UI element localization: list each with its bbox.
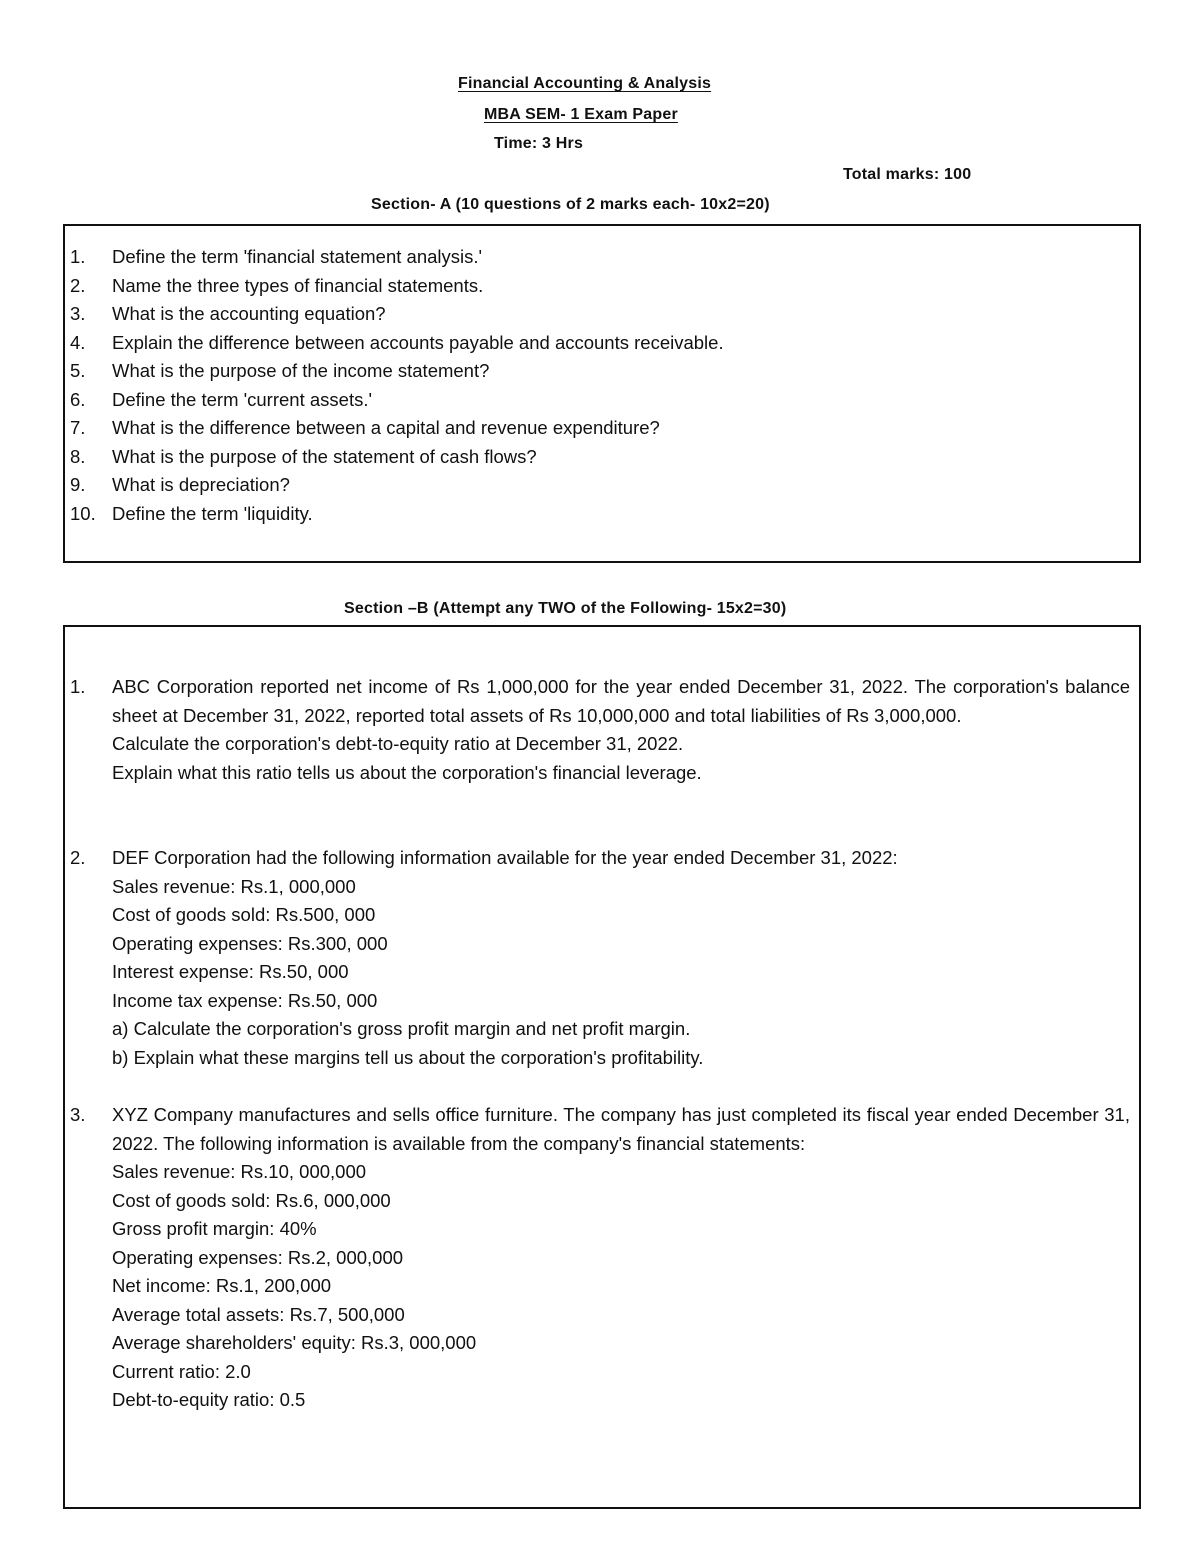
paper-title: Financial Accounting & Analysis xyxy=(458,75,712,92)
question-item xyxy=(70,329,1130,358)
question-item xyxy=(70,300,1130,329)
question-number: 9. xyxy=(70,474,86,495)
question-number: 5. xyxy=(70,360,86,381)
paper-subtitle: MBA SEM- 1 Exam Paper xyxy=(484,106,678,123)
question-text: Explain the difference between accounts payable and accounts receivable. xyxy=(112,331,724,353)
question-item xyxy=(70,443,1130,472)
question-number: 2. xyxy=(70,274,86,296)
section-b-question-3 xyxy=(70,1101,1130,1415)
question-item xyxy=(70,471,1130,500)
question-line: Average total assets: Rs.7, 500,000 xyxy=(112,1303,405,1325)
question-line: Operating expenses: Rs.300, 000 xyxy=(112,932,388,954)
question-paragraph: DEF Corporation had the following information available for the year ended December 31, 2022: xyxy=(112,847,898,868)
question-text: What is the accounting equation? xyxy=(112,303,386,324)
question-line: Cost of goods sold: Rs.6, 000,000 xyxy=(112,1189,391,1211)
question-line: Calculate the corporation's debt-to-equity ratio at December 31, 2022. xyxy=(112,733,684,754)
question-line: b) Explain what these margins tell us about the corporation's profitability. xyxy=(112,1046,704,1068)
question-line: Sales revenue: Rs.1, 000,000 xyxy=(112,875,356,897)
exam-time: Time: 3 Hrs xyxy=(494,135,584,152)
total-marks: Total marks: 100 xyxy=(843,166,972,183)
question-item xyxy=(70,414,1130,443)
question-text: Define the term 'current assets.' xyxy=(112,388,373,410)
question-number: 6. xyxy=(70,388,86,410)
question-number: 3. xyxy=(70,1104,86,1125)
question-paragraph: XYZ Company manufactures and sells office furniture. The company has just completed its fiscal year ended December 31, 2022. The following information is available from the company's financial statements: xyxy=(112,1104,1130,1154)
section-b-question-1 xyxy=(70,673,1130,787)
section-b-question-2 xyxy=(70,844,1130,1072)
question-line: Income tax expense: Rs.50, 000 xyxy=(112,989,378,1011)
question-text: What is the difference between a capital and revenue expenditure? xyxy=(112,417,660,438)
question-number: 2. xyxy=(70,847,86,868)
question-item xyxy=(70,500,1130,529)
question-line: Operating expenses: Rs.2, 000,000 xyxy=(112,1246,404,1268)
question-number: 1. xyxy=(70,676,86,697)
question-item xyxy=(70,386,1130,415)
section-a-heading: Section- A (10 questions of 2 marks each- 10x2=20) xyxy=(371,196,770,213)
question-line: Net income: Rs.1, 200,000 xyxy=(112,1275,332,1296)
question-number: 7. xyxy=(70,417,86,438)
question-text: Name the three types of financial statements. xyxy=(112,274,484,296)
question-paragraph: ABC Corporation reported net income of Rs 1,000,000 for the year ended December 31, 2022. The corporation's balance sheet at December 31, 2022, reported total assets of Rs 10,000,000 and total liabilities of Rs 3,000,000. xyxy=(112,676,1130,726)
question-number: 1. xyxy=(70,246,86,267)
question-line: a) Calculate the corporation's gross profit margin and net profit margin. xyxy=(112,1018,691,1039)
section-a-question-list xyxy=(70,243,1130,528)
question-line: Sales revenue: Rs.10, 000,000 xyxy=(112,1161,367,1182)
section-b-heading: Section –B (Attempt any TWO of the Following- 15x2=30) xyxy=(344,600,787,617)
question-item xyxy=(70,272,1130,301)
question-text: What is the purpose of the statement of cash flows? xyxy=(112,445,537,467)
question-text: What is the purpose of the income statement? xyxy=(112,360,490,381)
question-text: What is depreciation? xyxy=(112,474,290,495)
question-text: Define the term 'liquidity. xyxy=(112,502,313,524)
question-line: Current ratio: 2.0 xyxy=(112,1360,251,1382)
question-line: Debt-to-equity ratio: 0.5 xyxy=(112,1389,306,1410)
question-line: Gross profit margin: 40% xyxy=(112,1218,317,1239)
question-number: 3. xyxy=(70,303,86,324)
question-line: Cost of goods sold: Rs.500, 000 xyxy=(112,904,376,925)
question-number: 4. xyxy=(70,331,86,353)
question-item xyxy=(70,243,1130,272)
question-item xyxy=(70,357,1130,386)
question-line: Interest expense: Rs.50, 000 xyxy=(112,961,349,982)
question-number: 10. xyxy=(70,502,96,524)
question-line: Average shareholders' equity: Rs.3, 000,000 xyxy=(112,1332,477,1353)
question-line: Explain what this ratio tells us about the corporation's financial leverage. xyxy=(112,761,702,783)
question-number: 8. xyxy=(70,445,86,467)
question-text: Define the term 'financial statement analysis.' xyxy=(112,246,483,267)
